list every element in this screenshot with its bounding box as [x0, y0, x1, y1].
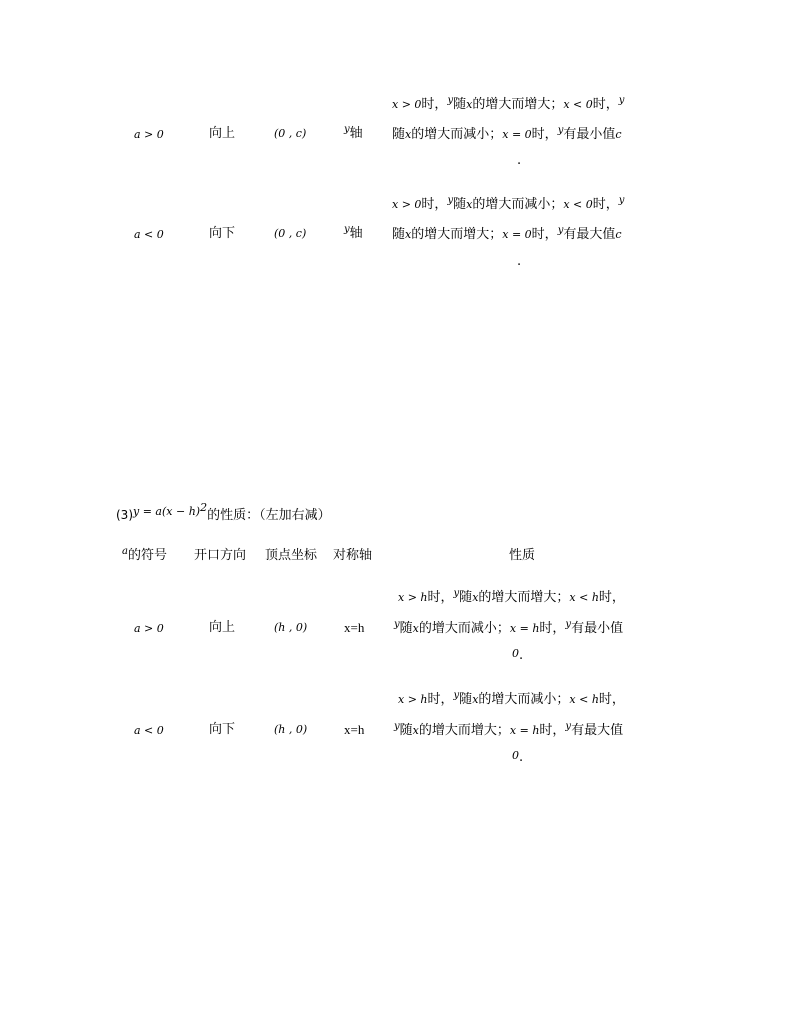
header-sign-var: a — [122, 546, 128, 557]
var: x — [405, 128, 412, 141]
t2-row2-property-line2 — [394, 723, 623, 740]
section3-title — [116, 501, 331, 524]
cond: x > 0 — [392, 198, 422, 211]
text: 的增大而减小； — [411, 127, 503, 142]
var: c — [615, 228, 622, 241]
var: y — [557, 225, 564, 236]
header-sign-label: 的符号 — [127, 548, 167, 563]
cond: x = 0 — [502, 128, 532, 141]
var: y — [447, 95, 454, 106]
section3-exponent: 2 — [200, 501, 208, 514]
text: 的增大而减小； — [478, 692, 570, 707]
cond: x > 0 — [392, 98, 422, 111]
text: 随 — [399, 723, 413, 738]
text: 时， — [421, 197, 448, 212]
text: 随 — [392, 127, 406, 142]
row1-axis-var: y — [344, 124, 350, 135]
t2-row1-property-line2 — [394, 621, 623, 638]
cond: x = h — [509, 622, 540, 635]
t2-row2-axis: x=h — [344, 722, 365, 737]
text: 的增大而减小； — [472, 197, 564, 212]
value: 0 — [512, 749, 519, 762]
var: y — [394, 619, 400, 630]
text: 时， — [531, 227, 558, 242]
value: 0 — [512, 647, 519, 660]
text: 有最大值 — [571, 723, 624, 738]
text: 的增大而增大； — [478, 590, 570, 605]
t2-row2-opening: 向下 — [209, 722, 236, 737]
text: 的增大而增大； — [418, 723, 510, 738]
row2-axis — [344, 226, 363, 243]
t2-row1-property-line1 — [398, 590, 625, 607]
header-vertex: 顶点坐标 — [265, 548, 318, 563]
cond: x < h — [569, 591, 599, 604]
row1-property-line3: . — [517, 153, 522, 168]
text: 时， — [539, 621, 566, 636]
row2-opening: 向下 — [209, 226, 236, 241]
var: y — [453, 690, 460, 701]
text: 时， — [427, 692, 454, 707]
var: x — [472, 693, 479, 706]
text: 时， — [421, 97, 448, 112]
section3-formula: y = a(x − h) — [133, 505, 201, 518]
var: x — [412, 622, 419, 635]
t2-row2-vertex: (h , 0) — [274, 723, 308, 736]
row2-axis-label: 轴 — [349, 226, 363, 241]
t2-row1-vertex: (h , 0) — [274, 621, 308, 634]
text: 的增大而减小； — [418, 621, 510, 636]
var: y — [618, 95, 625, 106]
text: 时， — [592, 197, 619, 212]
cond: x < 0 — [563, 98, 593, 111]
var: x — [405, 228, 412, 241]
var: y — [394, 721, 400, 732]
row2-property-line2 — [392, 227, 622, 244]
row1-property-line2 — [392, 127, 622, 144]
text: 随 — [392, 227, 406, 242]
cond: x = h — [509, 724, 540, 737]
t2-row1-property-line3 — [512, 648, 523, 664]
text: . — [519, 750, 524, 765]
header-sign — [122, 548, 167, 565]
t2-row2-property-line1 — [398, 692, 625, 709]
var: y — [565, 721, 572, 732]
text: 有最小值 — [563, 127, 616, 142]
text: 时， — [598, 692, 625, 707]
text: 时， — [598, 590, 625, 605]
row1-opening: 向上 — [209, 126, 236, 141]
var: x — [466, 98, 473, 111]
text: 有最大值 — [563, 227, 616, 242]
t2-row2-property-line3 — [512, 750, 523, 766]
section3-suffix: 的性质：（左加右减） — [207, 508, 331, 523]
t2-row1-opening: 向上 — [209, 620, 236, 635]
var: y — [618, 195, 625, 206]
text: 随 — [459, 692, 473, 707]
var: y — [565, 619, 572, 630]
t2-row2-sign: a < 0 — [134, 724, 164, 737]
header-opening: 开口方向 — [194, 548, 247, 563]
var: y — [557, 125, 564, 136]
header-property: 性质 — [509, 548, 536, 563]
var: y — [453, 588, 460, 599]
header-axis: 对称轴 — [333, 548, 373, 563]
text: . — [519, 648, 524, 663]
cond: x > h — [398, 591, 428, 604]
var: c — [615, 128, 622, 141]
cond: x < h — [569, 693, 599, 706]
cond: x = 0 — [502, 228, 532, 241]
row1-property-line1 — [392, 97, 624, 114]
text: 的增大而增大； — [411, 227, 503, 242]
var: x — [472, 591, 479, 604]
text: 时， — [592, 97, 619, 112]
row2-sign: a < 0 — [134, 228, 164, 241]
row1-axis — [344, 126, 363, 143]
t2-row1-sign: a > 0 — [134, 622, 164, 635]
row2-property-line3: . — [517, 254, 522, 269]
row1-sign: a > 0 — [134, 128, 164, 141]
text: 有最小值 — [571, 621, 624, 636]
row2-property-line1 — [392, 197, 624, 214]
text: 时， — [531, 127, 558, 142]
row1-vertex: (0 , c) — [274, 127, 307, 140]
row2-vertex: (0 , c) — [274, 227, 307, 240]
t2-row1-axis: x=h — [344, 620, 365, 635]
cond: x > h — [398, 693, 428, 706]
text: 的增大而增大； — [472, 97, 564, 112]
var: y — [447, 195, 454, 206]
var: x — [412, 724, 419, 737]
text: 随 — [399, 621, 413, 636]
row1-axis-label: 轴 — [349, 126, 363, 141]
text: 随 — [453, 197, 467, 212]
cond: x < 0 — [563, 198, 593, 211]
var: x — [466, 198, 473, 211]
text: 随 — [453, 97, 467, 112]
text: 随 — [459, 590, 473, 605]
row2-axis-var: y — [344, 224, 350, 235]
text: 时， — [539, 723, 566, 738]
text: 时， — [427, 590, 454, 605]
section3-num: (3) — [116, 508, 133, 522]
